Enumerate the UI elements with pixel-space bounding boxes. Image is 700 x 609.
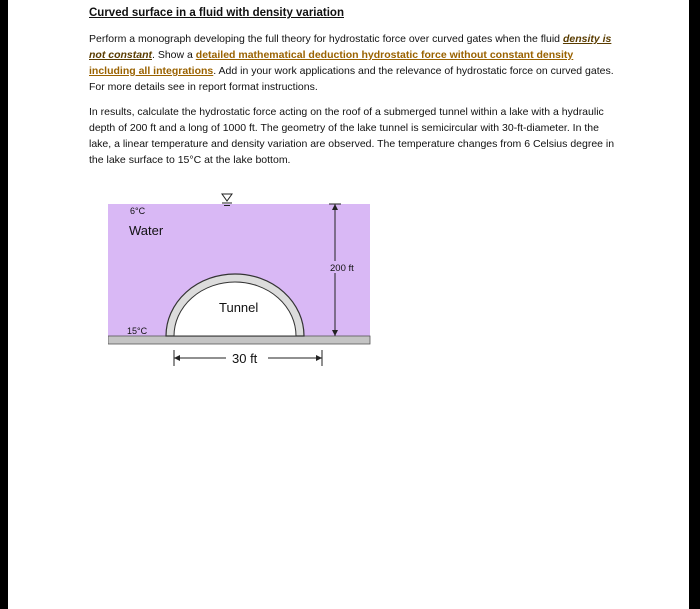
p1-text-2: . Show a xyxy=(152,49,196,61)
tunnel-figure xyxy=(108,186,388,371)
p1-emphasis-density: density is not constant xyxy=(89,33,612,61)
arrow-left-icon xyxy=(174,355,180,361)
document-title: Curved surface in a fluid with density variation xyxy=(89,7,344,19)
p1-text-3: . Add in your work applications and the relevance of hydrostatic force on curved gates. For more details see in report format instructions. xyxy=(89,65,614,93)
depth-label: 200 ft xyxy=(330,263,354,274)
surface-temperature-label: 6°C xyxy=(130,206,146,216)
tunnel-diagram xyxy=(108,186,388,371)
arrow-right-icon xyxy=(316,355,322,361)
lake-bottom xyxy=(108,336,370,344)
diameter-label: 30 ft xyxy=(232,351,258,366)
bottom-temperature-label: 15°C xyxy=(127,326,148,336)
paragraph-results: In results, calculate the hydrostatic force acting on the roof of a submerged tunnel within a lake with a hydraulic depth of 200 ft and a long of 1000 ft. The geometry of the lake tunnel is semicircular with 30-ft-diameter. In the lake, a linear temperature and density variation are observed. The temperature changes from 6 Celsius degree in the lake surface to 15°C at the lake bottom. xyxy=(89,106,615,166)
document-page xyxy=(8,0,689,609)
tunnel-label: Tunnel xyxy=(219,300,259,315)
paragraph-theory xyxy=(89,31,619,95)
p1-text-1: Perform a monograph developing the full theory for hydrostatic force over curved gates when the fluid xyxy=(89,33,563,45)
p1-emphasis-deduction: detailed mathematical deduction hydrostatic force without constant density including all integrations xyxy=(89,49,574,77)
water-label: Water xyxy=(129,223,164,238)
document-content xyxy=(89,5,619,177)
free-surface-icon xyxy=(222,194,232,206)
